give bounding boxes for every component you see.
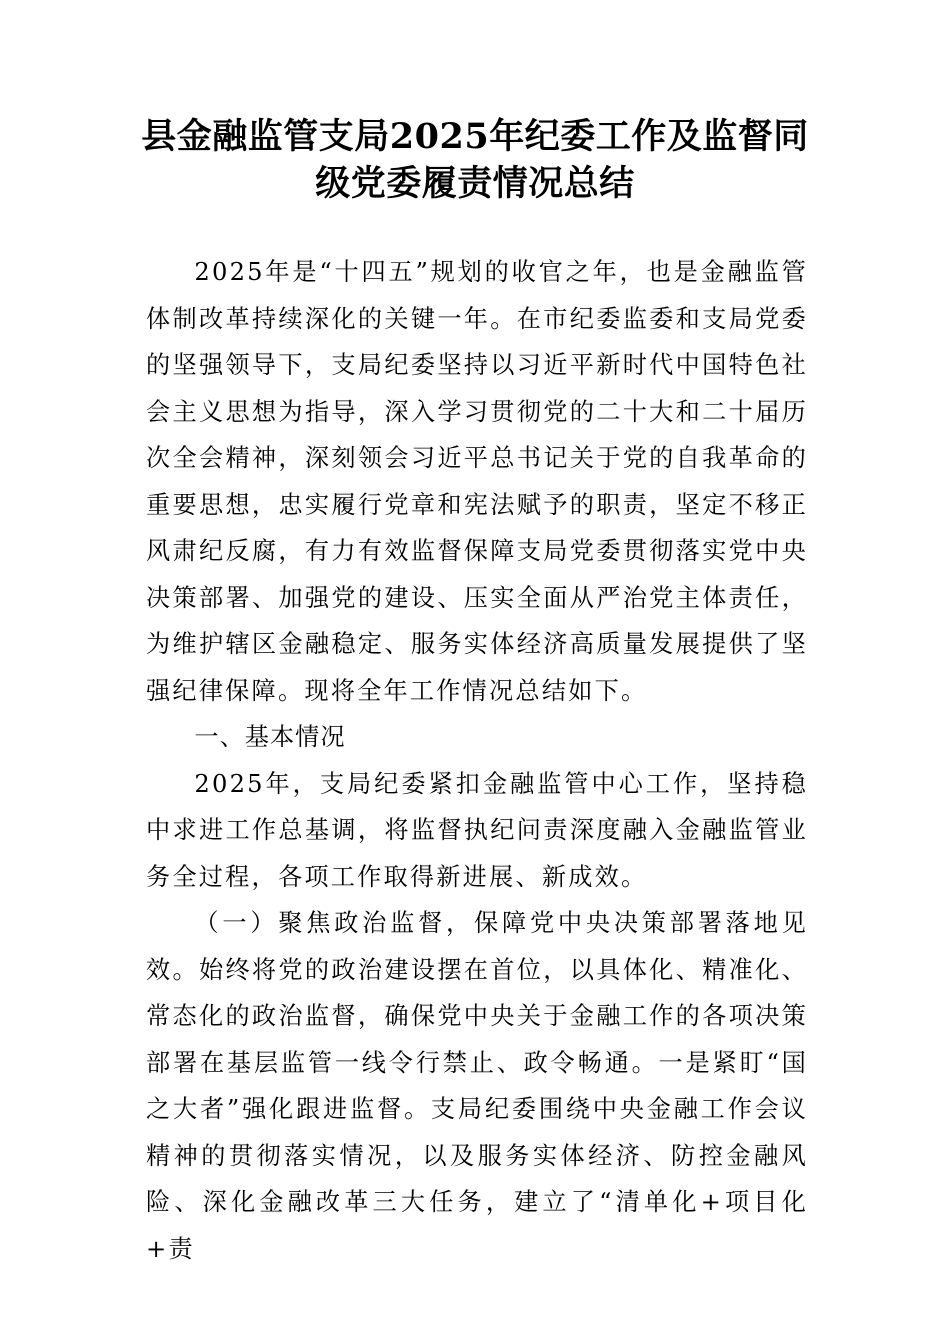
- document-body: [146, 249, 808, 1272]
- title-line-1: 县金融监管支局2025年纪委工作及监督同: [141, 116, 809, 157]
- title-line-2: 级党委履责情况总结: [315, 163, 635, 204]
- political-supervision-paragraph: （一）聚焦政治监督，保障党中央决策部署落地见效。始终将党的政治建设摆在首位，以具体化、精准化、常态化的政治监督，确保党中央关于金融工作的各项决策部署在基层监管一线令行禁止、政令畅通。一是紧盯“国之大者”强化跟进监督。支局纪委围绕中央金融工作会议精神的贯彻落实情况，以及服务实体经济、防控金融风险、深化金融改革三大任务，建立了“清单化+项目化+责: [146, 909, 808, 1263]
- intro-paragraph: 2025年是“十四五”规划的收官之年，也是金融监管体制改革持续深化的关键一年。在市纪委监委和支局党委的坚强领导下，支局纪委坚持以习近平新时代中国特色社会主义思想为指导，深入学习贯彻党的二十大和二十届历次全会精神，深刻领会习近平总书记关于党的自我革命的重要思想，忠实履行党章和宪法赋予的职责，坚定不移正风肃纪反腐，有力有效监督保障支局党委贯彻落实党中央决策部署、加强党的建设、压实全面从严治党主体责任，为维护辖区金融稳定、服务实体经济高质量发展提供了坚强纪律保障。现将全年工作情况总结如下。: [146, 258, 808, 705]
- overview-paragraph: 2025年，支局纪委紧扣金融监管中心工作，坚持稳中求进工作总基调，将监督执纪问责深度融入金融监管业务全过程，各项工作取得新进展、新成效。: [146, 769, 808, 891]
- document-title: [140, 113, 810, 207]
- section-heading-basic-situation: 一、基本情况: [194, 723, 346, 751]
